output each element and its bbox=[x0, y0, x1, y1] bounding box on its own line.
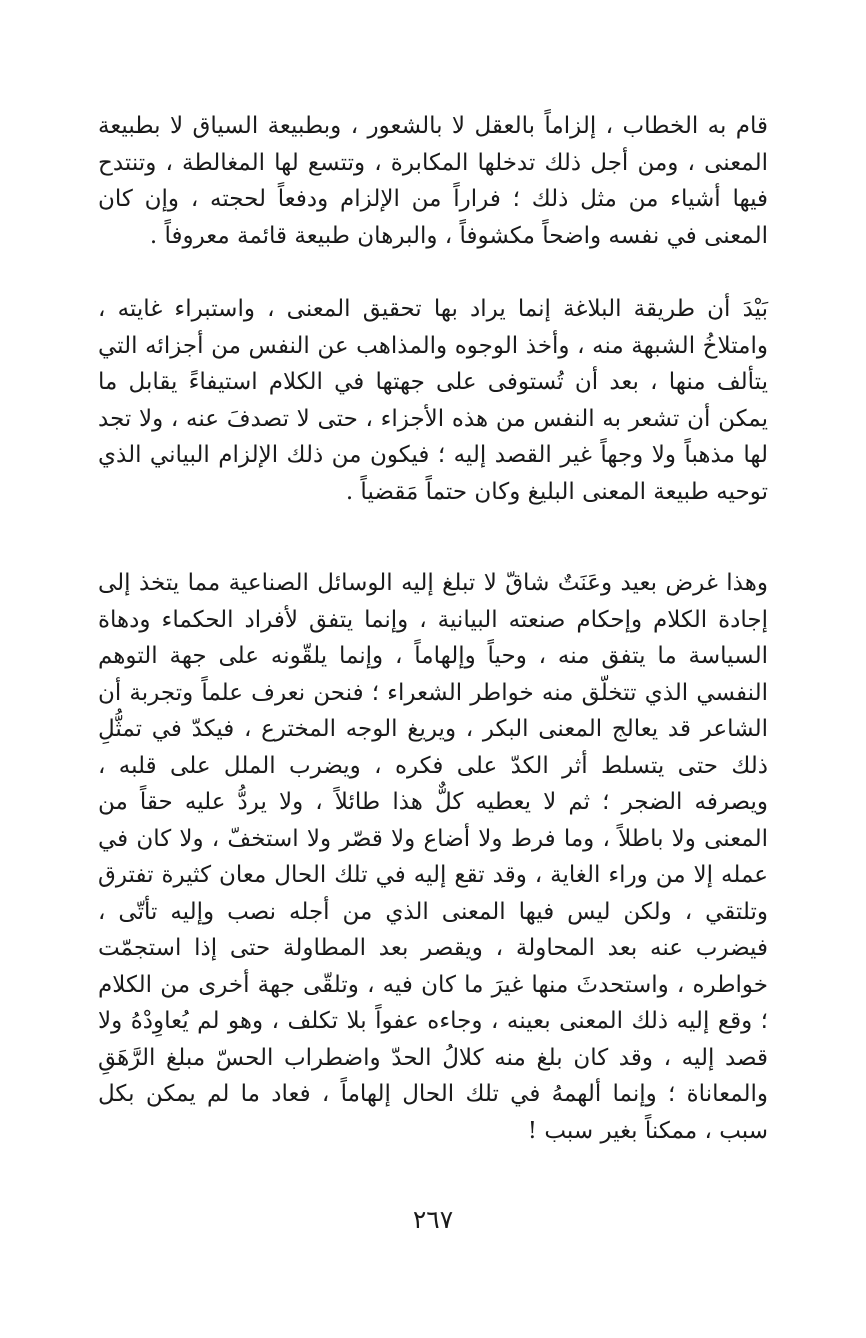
paragraph-3 bbox=[98, 565, 768, 1149]
page-number: ٢٦٧ bbox=[412, 1205, 454, 1234]
paragraph-3-text: وهذا غرض بعيد وعَنَتٌ شاقّ لا تبلغ إليه الوسائل الصناعية مما يتخذ إلى إجادة الكلام وإحكام صنعته البيانية ، وإنما يتفق لأفراد الحكماء ودهاة السياسة ما يتفق منه ، وحياً وإلهاماً ، وإنما يلقّونه على جهة التوهم النفسي الذي تتخلّق منه خواطر الشعراء ؛ فنحن نعرف علماً وتجربة أن الشاعر قد يعالج المعنى البكر ، ويريغ الوجه المخترع ، فيكدّ في تمثُّلِ ذلك حتى يتسلط أثر الكدّ على فكره ، ويضرب الملل على قلبه ، ويصرفه الضجر ؛ ثم لا يعطيه كلٌّ هذا طائلاً ، ولا يردُّ عليه حقاً من المعنى ولا باطلاً ، وما فرط ولا أضاع ولا قصّر ولا استخفّ ، ولا كان في عمله إلا من وراء الغاية ، وقد تقع إليه في تلك الحال معان كثيرة تفترق وتلتقي ، ولكن ليس فيها المعنى الذي من أجله نصب وإليه تأتّى ، فيضرب عنه بعد المحاولة ، ويقصر بعد المطاولة حتى إذا استجمّت خواطره ، واستحدثَ منها غيرَ ما كان فيه ، وتلقّى جهة أخرى من الكلام ؛ وقع إليه ذلك المعنى بعينه ، وجاءه عفواً بلا تكلف ، وهو لم يُعاوِدْهُ ولا قصد إليه ، وقد كان بلغ منه كلالُ الحدّ واضطراب الحسّ مبلغ الرَّهَقِ والمعاناة ؛ وإنما ألهمهُ في تلك الحال إلهاماً ، فعاد ما لم يمكن بكل سبب ، ممكناً بغير سبب ! bbox=[98, 570, 768, 1144]
paragraph-1 bbox=[98, 108, 768, 254]
paragraph-2 bbox=[98, 291, 768, 510]
paragraph-1-text: قام به الخطاب ، إلزاماً بالعقل لا بالشعور ، وبطبيعة السياق لا بطبيعة المعنى ، ومن أجل ذلك تدخلها المكابرة ، وتتسع لها المغالطة ، وتنتدح فيها أشياء من مثل ذلك ؛ فراراً من الإلزام ودفعاً لحجته ، وإن كان المعنى في نفسه واضحاً مكشوفاً ، والبرهان طبيعة قائمة معروفاً . bbox=[98, 113, 768, 249]
paragraph-2-text: بَيْدَ أن طريقة البلاغة إنما يراد بها تحقيق المعنى ، واستبراء غايته ، وامتلاخُ الشبهة منه ، وأخذ الوجوه والمذاهب عن النفس من أجزائه التي يتألف منها ، بعد أن تُستوفى على جهتها في الكلام استيفاءً يقابل ما يمكن أن تشعر به النفس من هذه الأجزاء ، حتى لا تصدفَ عنه ، ولا تجد لها مذهباً ولا وجهاً غير القصد إليه ؛ فيكون من ذلك الإلزام البياني الذي توحيه طبيعة المعنى البليغ وكان حتماً مَقضياً . bbox=[98, 296, 768, 505]
